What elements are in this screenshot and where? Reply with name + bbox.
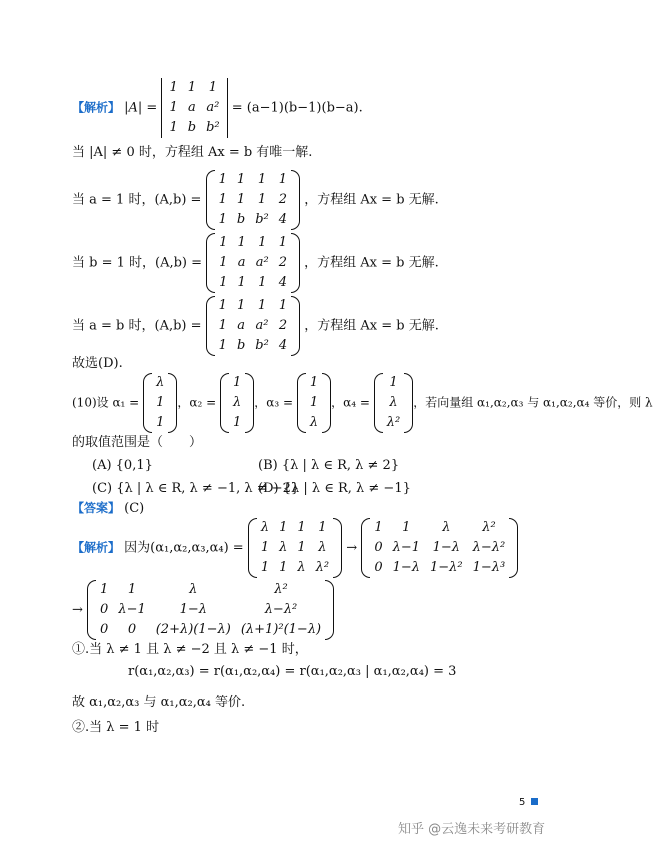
case-b-equals-1 <box>72 233 439 293</box>
unique-solution-line: 当 |A| ≠ 0 时，方程组 Ax = b 有唯一解. <box>72 145 313 160</box>
option-d: (D) {λ | λ ∈ R, λ ≠ −1} <box>258 481 411 496</box>
case2-title: ②.当 λ = 1 时 <box>72 720 160 735</box>
case-a-equals-1 <box>72 170 439 230</box>
case-ab-suffix: ，方程组 Ax = b 无解. <box>304 318 439 334</box>
case-a1-prefix: 当 a = 1 时，(A,b) = <box>72 192 202 208</box>
answer-value: (C) <box>124 501 145 516</box>
page-marker-icon <box>531 798 538 805</box>
arrow-1: → <box>346 540 358 556</box>
q10-a2-label: ，α₂ = <box>177 395 217 410</box>
matrix-alpha: λ 1 1 1 1 λ 1 λ 1 1 λ λ² <box>248 518 342 578</box>
augmented-matrix-b1: 1 1 1 1 1 a a² 2 1 1 1 4 <box>206 233 300 293</box>
q10-line2: 的取值范围是（ ） <box>72 435 203 450</box>
vector-alpha3: 1 1 λ <box>297 373 331 433</box>
case-b1-prefix: 当 b = 1 时，(A,b) = <box>72 255 203 271</box>
augmented-matrix-a1: 1 1 1 1 1 1 1 2 1 b b² 4 <box>206 170 300 230</box>
det-result: = (a−1)(b−1)(b−a). <box>231 100 363 116</box>
vector-alpha2: 1 λ 1 <box>220 373 254 433</box>
q10-a4-label: ，α₄ = <box>331 395 370 410</box>
question-10 <box>72 373 653 433</box>
case-b1-suffix: ，方程组 Ax = b 无解. <box>304 255 439 271</box>
case1-conclusion: 故 α₁,α₂,α₃ 与 α₁,α₂,α₄ 等价. <box>72 695 246 710</box>
solution-row2 <box>72 580 334 640</box>
analysis-label: 【解析】 <box>72 100 121 115</box>
answer-line <box>72 500 144 517</box>
sol-prefix: 因为(α₁,α₂,α₃,α₄) = <box>124 540 244 556</box>
case-a-equals-b <box>72 296 439 356</box>
choose-d-line: 故选(D). <box>72 356 123 371</box>
case-a1-suffix: ，方程组 Ax = b 无解. <box>304 192 439 208</box>
matrix-step3: 1 1 λ λ² 0 λ−1 1−λ λ−λ² 0 0 (2+λ)(1−λ) (λ+1)²(1−λ) <box>87 580 334 640</box>
q10-prefix: (10)设 α₁ = <box>72 395 140 410</box>
solution-block-determinant <box>72 78 363 138</box>
option-b: (B) {λ | λ ∈ R, λ ≠ 2} <box>258 458 400 473</box>
case-ab-prefix: 当 a = b 时，(A,b) = <box>72 318 202 334</box>
analysis-label-2: 【解析】 <box>72 540 121 555</box>
solution-row1 <box>72 518 518 578</box>
option-a: (A) {0,1} <box>92 458 153 473</box>
vector-alpha1: λ 1 1 <box>143 373 177 433</box>
option-c: (C) {λ | λ ∈ R, λ ≠ −1, λ ≠ −2} <box>92 481 300 496</box>
watermark: 知乎 @云逸未来考研教育 <box>398 822 546 837</box>
q10-a3-label: ，α₃ = <box>254 395 294 410</box>
matrix-step2: 1 1 λ λ² 0 λ−1 1−λ λ−λ² 0 1−λ 1−λ² 1−λ³ <box>361 518 518 578</box>
det-A-symbol: |A| = <box>124 100 158 116</box>
determinant-matrix: 1 1 1 1 a a² 1 b b² <box>161 78 227 138</box>
arrow-2: → <box>72 602 83 618</box>
case1-rank: r(α₁,α₂,α₃) = r(α₁,α₂,α₄) = r(α₁,α₂,α₃ | α₁,α₂,α₄) = 3 <box>128 664 457 679</box>
augmented-matrix-ab: 1 1 1 1 1 a a² 2 1 b b² 4 <box>206 296 300 356</box>
answer-label: 【答案】 <box>72 501 121 515</box>
page-number: 5 <box>519 790 538 809</box>
q10-suffix: ，若向量组 α₁,α₂,α₃ 与 α₁,α₂,α₄ 等价，则 λ <box>413 395 653 410</box>
case1-title: ①.当 λ ≠ 1 且 λ ≠ −2 且 λ ≠ −1 时， <box>72 642 308 657</box>
vector-alpha4: 1 λ λ² <box>374 373 413 433</box>
